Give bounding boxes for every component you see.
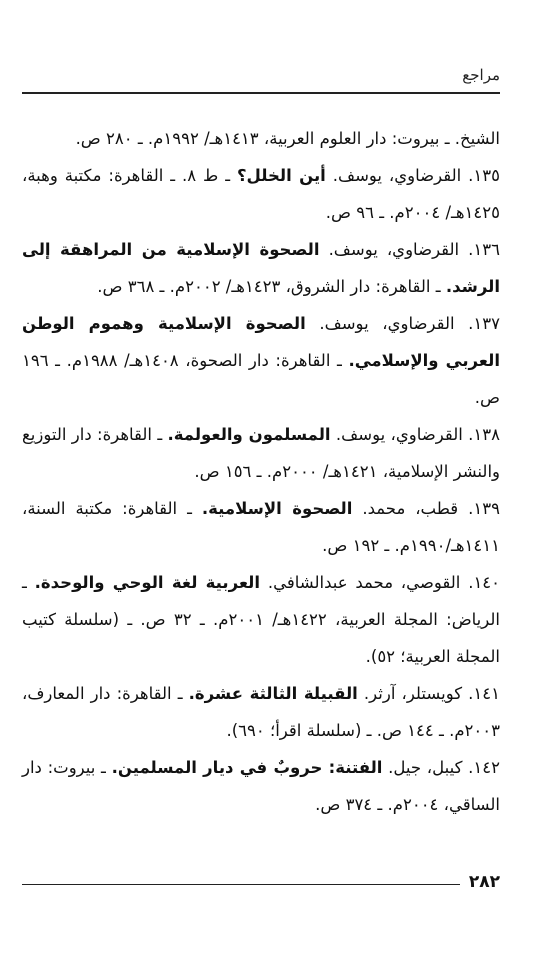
reference-entry-139 — [22, 490, 500, 564]
entry-title: الفتنة: حروبٌ في ديار المسلمين. — [111, 758, 383, 777]
reference-entry-141 — [22, 675, 500, 749]
entry-number: ١٤٠. — [468, 573, 501, 592]
entry-title: العربية لغة الوحي والوحدة. — [34, 573, 261, 592]
entry-author: القرضاوي، يوسف. — [319, 314, 455, 333]
reference-entry-136 — [22, 231, 500, 305]
entry-text: الشيخ. ـ بيروت: دار العلوم العربية، ١٤١٣هـ/ ١٩٩٢م. ـ ٢٨٠ ص. — [75, 129, 500, 148]
entry-details: ـ القاهرة: دار التوزيع والنشر الإسلامية، ١٤٢١هـ/ ٢٠٠٠م. ـ ١٥٦ ص. — [22, 425, 500, 481]
entry-details: ـ ط ٨. ـ القاهرة: مكتبة وهبة، ١٤٢٥هـ/ ٢٠٠٤م. ـ ٩٦ ص. — [22, 166, 500, 222]
header-divider — [22, 92, 500, 94]
reference-entry-138 — [22, 416, 500, 490]
reference-entry-140 — [22, 564, 500, 675]
entry-author: قطب، محمد. — [362, 499, 459, 518]
entry-number: ١٣٩. — [468, 499, 500, 518]
entry-number: ١٣٦. — [468, 240, 501, 259]
reference-entry-142 — [22, 749, 500, 823]
footer-divider — [22, 884, 460, 885]
entry-number: ١٣٧. — [468, 314, 500, 333]
entry-author: كويستلر، آرثر. — [363, 684, 463, 703]
page-header-title: مراجع — [462, 66, 500, 84]
entry-details: ـ القاهرة: دار المعارف، ٢٠٠٣م. ـ ١٤٤ ص. ـ (سلسلة اقرأ؛ ٦٩٠). — [22, 684, 500, 740]
reference-entry-135 — [22, 157, 500, 231]
entry-title: الصحوة الإسلامية. — [201, 499, 353, 518]
entry-details: ـ القاهرة: دار الشروق، ١٤٢٣هـ/ ٢٠٠٢م. ـ ٣٦٨ ص. — [97, 277, 441, 296]
entry-author: القوصي، محمد عبدالشافي. — [267, 573, 461, 592]
reference-entry-137 — [22, 305, 500, 416]
entry-number: ١٣٨. — [468, 425, 501, 444]
entry-title: المسلمون والعولمة. — [167, 425, 331, 444]
entry-number: ١٤٢. — [468, 758, 500, 777]
entry-number: ١٣٥. — [468, 166, 500, 185]
entry-title: القبيلة الثالثة عشرة. — [188, 684, 358, 703]
entry-author: كيبل، جيل. — [388, 758, 463, 777]
references-list — [22, 120, 500, 823]
reference-continuation — [22, 120, 500, 157]
entry-details: ـ القاهرة: مكتبة السنة، ١٤١١هـ/١٩٩٠م. ـ ١٩٢ ص. — [22, 499, 500, 555]
entry-author: القرضاوي، يوسف. — [332, 166, 462, 185]
entry-details: ـ القاهرة: دار الصحوة، ١٤٠٨هـ/ ١٩٨٨م. ـ ١٩٦ ص. — [22, 351, 500, 407]
page-number: ٢٨٢ — [468, 872, 500, 892]
entry-details: ـ الرياض: المجلة العربية، ١٤٢٢هـ/ ٢٠٠١م. ـ ٣٢ ص. ـ (سلسلة كتيب المجلة العربية؛ ٥٢). — [22, 573, 500, 666]
entry-title: الصحوة الإسلامية من المراهقة إلى الرشد. — [22, 240, 500, 296]
entry-title: الصحوة الإسلامية وهموم الوطن العربي والإسلامي. — [22, 314, 500, 370]
entry-title: أين الخلل؟ — [236, 166, 326, 185]
entry-author: القرضاوي، يوسف. — [328, 240, 460, 259]
entry-number: ١٤١. — [468, 684, 501, 703]
entry-details: ـ بيروت: دار الساقي، ٢٠٠٤م. ـ ٣٧٤ ص. — [22, 758, 500, 814]
entry-author: القرضاوي، يوسف. — [335, 425, 463, 444]
